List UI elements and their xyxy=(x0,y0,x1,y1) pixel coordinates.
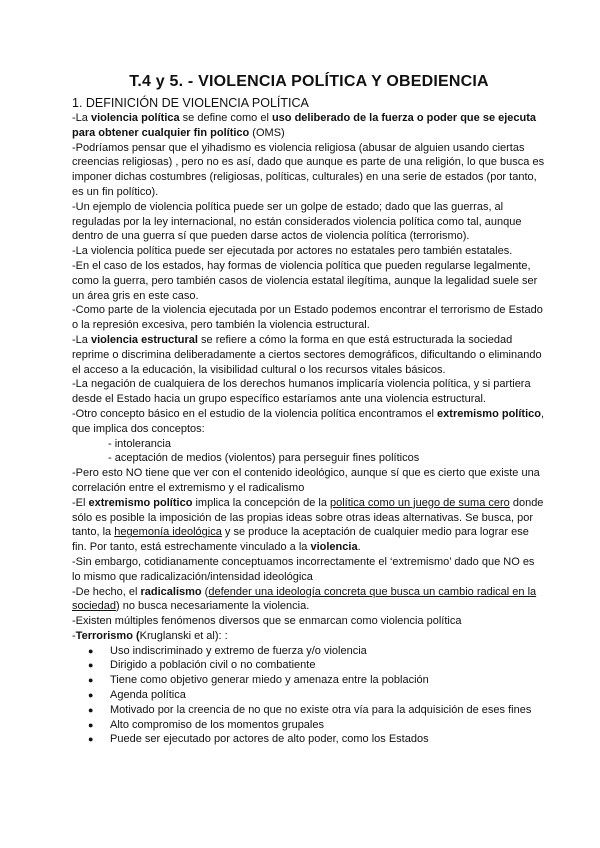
list-item: ● Tiene como objetivo generar miedo y amenaza entre la población xyxy=(72,673,546,688)
paragraph-terrorismo xyxy=(72,629,546,644)
paragraph-contenido-ideologico: -Pero esto NO tiene que ver con el contenido ideológico, aunque sí que es cierto que existe una correlación entre el extremismo y el radicalismo xyxy=(72,467,540,494)
paragraph-derechos-humanos: -La negación de cualquiera de los derechos humanos implicaría violencia política, y si partiera desde el Estado hacia un grupo específico estaríamos ante una violencia estructural. xyxy=(72,378,531,406)
text-run: ( xyxy=(201,585,209,598)
bold-term: violencia xyxy=(310,541,358,554)
paragraph-golpe-estado: -Un ejemplo de violencia política puede ser un golpe de estado; dado que las guerras, al reguladas por la ley internacional, no están considerados violencia política como tal, aunque dentro de una guerra sí que pueden darse actos de violencia política (terrorismo). xyxy=(72,200,522,243)
text-run: -La xyxy=(72,333,91,346)
text-run: implica la concepción de la xyxy=(192,496,330,509)
underlined-term: defender una ideología concreta que busca un cambio radical en la sociedad xyxy=(72,585,537,613)
text-run: . xyxy=(357,541,361,554)
underlined-term: hegemonía ideológica xyxy=(114,526,222,539)
bold-term: violencia estructural xyxy=(90,333,198,346)
paragraph-estados: -En el caso de los estados, hay formas de violencia política que pueden regularse legalmente, como la guerra, pero también casos de violencia estatal ilegítima, aunque la legalidad suele ser un área gris en este caso. xyxy=(72,259,538,302)
text-run: -El xyxy=(72,496,89,509)
list-item: ● Motivado por la creencia de no que no existe otra vía para la adquisición de eses fines xyxy=(72,703,546,718)
page-title: T.4 y 5. - VIOLENCIA POLÍTICA Y OBEDIENCIA xyxy=(129,73,489,90)
text-run: - xyxy=(72,629,76,642)
text-run: se refiere a cómo la forma en que está estructurada la sociedad reprime o discrimina deliberadamente a ciertos sectores demográficos, dificultando o eliminando el acceso a la educación, la visibilidad cultural o los recursos vitales básicos. xyxy=(72,333,542,376)
paragraph-terrorismo-estado: -Como parte de la violencia ejecutada por un Estado podemos encontrar el terrorismo de Estado o la represión excesiva, pero también la violencia estructural. xyxy=(72,304,543,332)
text-run: -Otro concepto básico en el estudio de la violencia política encontramos el xyxy=(72,407,438,420)
bold-term: extremismo político xyxy=(88,496,193,509)
text-run: -De hecho, el xyxy=(72,585,141,598)
section-heading: 1. DEFINICIÓN DE VIOLENCIA POLÍTICA xyxy=(72,96,309,110)
bold-term: uso deliberado de la fuerza o poder que se ejecuta para obtener cualquier fin político xyxy=(72,112,537,139)
paragraph-yihadismo: -Podríamos pensar que el yihadismo es violencia religiosa (abusar de alguien usando ciertas creencias religiosas) , pero no es así, dado que aunque es parte de una religión, lo que busca es imponer dichas costumbres (religiosas, políticas, culturales) en una serie de estados (por tanto, es un fin político). xyxy=(72,141,545,198)
sublist-item: - aceptación de medios (violentos) para perseguir fines políticos xyxy=(108,452,420,465)
sublist-item: - intolerancia xyxy=(108,437,171,450)
list-item: ● Alto compromiso de los momentos grupales xyxy=(72,718,546,733)
paragraph-sin-embargo: -Sin embargo, cotidianamente conceptuamos incorrectamente el ‘extremismo’ dado que NO es lo mismo que radicalización/intensidad ideológica xyxy=(72,555,535,583)
underlined-term: política como un juego de suma cero xyxy=(330,496,510,509)
text-run: donde sólo es posible la imposición de las propias ideas sobre otras ideas alternativas. Se busca, por tanto, la xyxy=(72,496,544,539)
bullet-list xyxy=(72,644,546,748)
bold-term: Terrorismo ( xyxy=(75,629,140,642)
paragraph-actores: -La violencia política puede ser ejecutada por actores no estatales pero también estatales. xyxy=(72,245,513,258)
bold-term: radicalismo xyxy=(140,585,202,598)
text-run: se define como el xyxy=(179,112,272,124)
list-item: ● Dirigido a población civil o no combatiente xyxy=(72,658,546,673)
paragraph-fenomenos: -Existen múltiples fenómenos diversos que se enmarcan como violencia política xyxy=(72,615,462,628)
text-run: Kruglanski et al): : xyxy=(139,629,228,642)
bold-term: violencia política xyxy=(90,112,180,124)
paragraph-extremismo-intro xyxy=(72,407,546,437)
text-run: (OMS) xyxy=(249,126,285,139)
list-item: ● Puede ser ejecutado por actores de alto poder, como los Estados xyxy=(72,732,546,747)
list-item: ● Agenda política xyxy=(72,688,546,703)
text-run: y se produce la aceptación de cualquier medio para lograr ese fin. Por tanto, está estrechamente vinculado a la xyxy=(72,526,529,554)
paragraph-violencia-estructural xyxy=(72,333,546,377)
paragraph-radicalismo xyxy=(72,585,546,615)
text-run: , que implica dos conceptos: xyxy=(72,407,545,435)
text-run: ) no busca necesariamente la violencia. xyxy=(116,600,310,613)
paragraph-extremismo-politico xyxy=(72,496,546,555)
text-run: -La xyxy=(72,112,91,124)
paragraph-definition xyxy=(72,111,546,141)
bold-term: extremismo político xyxy=(437,407,541,420)
list-item: ● Uso indiscriminado y extremo de fuerza y/o violencia xyxy=(72,644,546,659)
